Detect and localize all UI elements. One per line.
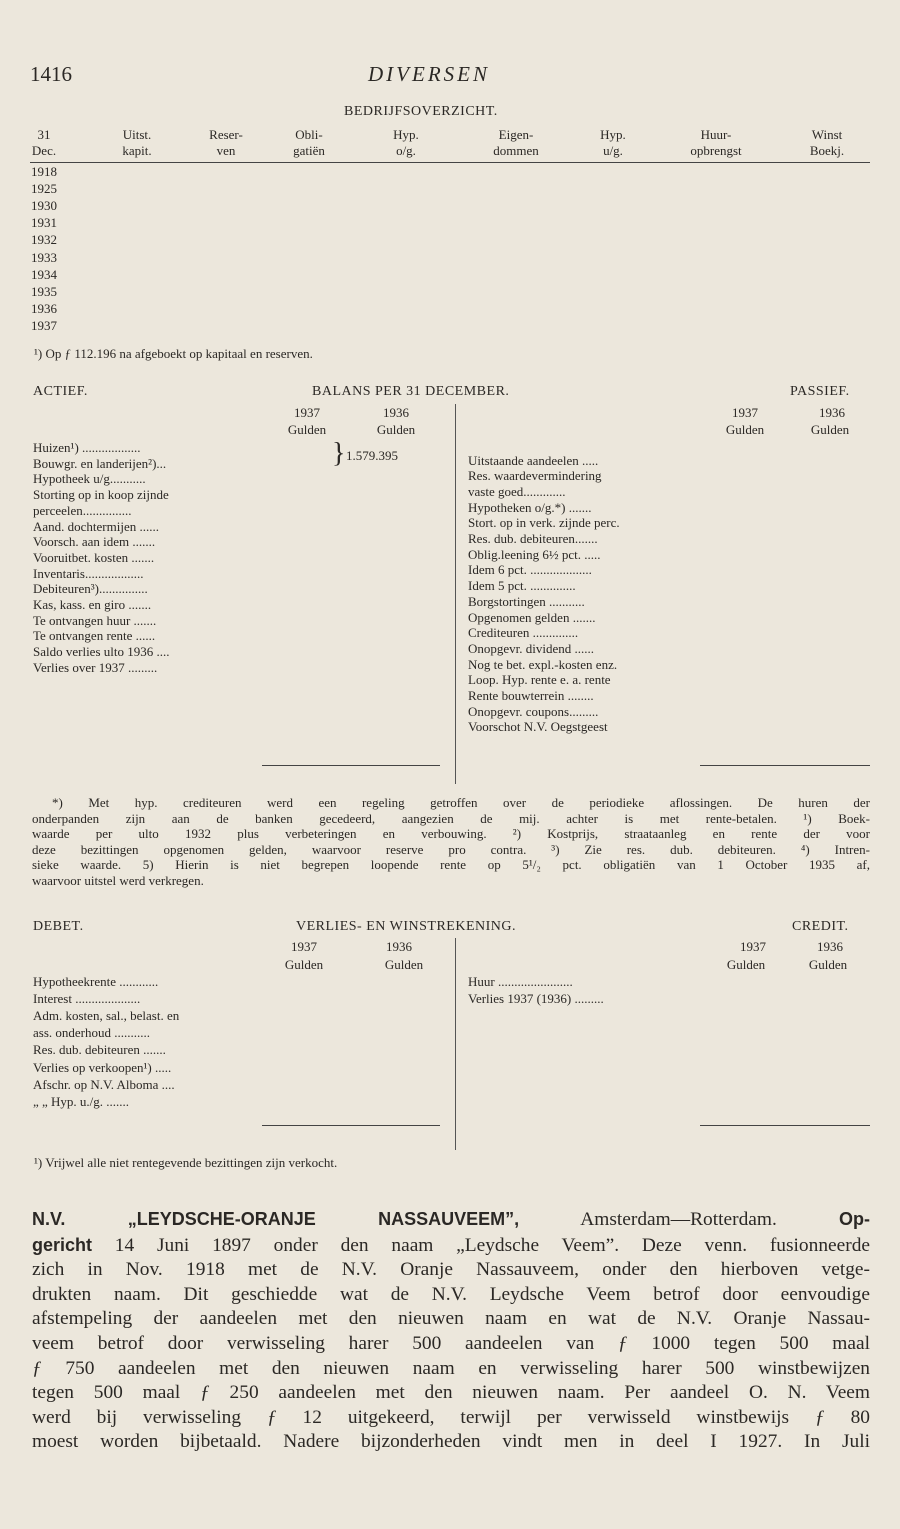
balans-actief-label: Debiteuren³)............... (33, 581, 148, 597)
balans-passief-label: Crediteuren .............. (468, 625, 579, 641)
bedrijf-header-cell: Huur- (700, 127, 732, 142)
bedrijf-header-cell: Hyp. (393, 127, 419, 142)
balans-passief-label: Res. dub. debiteuren....... (468, 531, 598, 547)
vw-credit-label: Verlies 1937 (1936) ......... (468, 991, 604, 1007)
balans-passief-label: Borgstortingen ........... (468, 593, 585, 609)
balans-passief-label: Onopgevr. dividend ...... (468, 640, 595, 656)
paragraph-line: ƒ 750 aandeelen met den nieuwen naam en verwisseling harer 500 winstbewijzen (32, 1357, 870, 1379)
vw-debet-label: Verlies op verkoopen¹) ..... (33, 1059, 172, 1075)
vw-divider (455, 938, 456, 1150)
paragraph-line: tegen 500 maal ƒ 250 aandeelen met den nieuwen naam. Per aandeel O. N. Veem (32, 1382, 870, 1404)
balans-brace: } (332, 438, 346, 469)
balans-actief-label: Kas, kass. en giro ....... (33, 597, 152, 612)
balans-unit-right-2: Gulden (810, 422, 850, 437)
balans-note-line: *) Met hyp. crediteuren werd een regeling getroffen over de periodieke aflossingen. De huren der (52, 795, 870, 810)
balans-divider (455, 404, 456, 784)
balans-note-line: sieke waarde. 5) Hierin is niet begrepen loopende rente op 5¹/₂ pct. obligatiën van 1 October 1935 af, (32, 857, 870, 872)
balans-note-line: waarde per ulto 1932 plus verbeteringen en verbouwing. ²) Kostprijs, straataanleg en rente der voor (32, 826, 870, 841)
paragraph-line: zich in Nov. 1918 met de N.V. Oranje Nassauveem, onder den hierboven vetge- (32, 1259, 870, 1281)
balans-left-total-rule (262, 765, 440, 766)
balans-unit-left-2: Gulden (376, 422, 416, 437)
bedrijf-year-cell: 1935 (31, 283, 57, 299)
bedrijf-header-cell: gatiën (293, 143, 325, 158)
bedrijf-year-cell: 1930 (31, 198, 57, 214)
paragraph-line: moest worden bijbetaald. Nadere bijzonderheden vindt men in deel I 1927. In Juli (32, 1431, 870, 1453)
balans-actief-label: Aand. dochtermijen ...... (33, 518, 159, 534)
vw-left-title: DEBET. (33, 919, 84, 934)
balans-actief-label: Verlies over 1937 ......... (33, 659, 158, 675)
bedrijf-header-cell: Reser- (209, 127, 243, 142)
balans-passief-label: Voorschot N.V. Oegstgeest (468, 719, 608, 735)
balans-actief-label: Inventaris.................. (33, 565, 144, 581)
vw-debet-label: Res. dub. debiteuren ....... (33, 1042, 166, 1058)
bedrijf-header-cell: Obli- (295, 127, 323, 142)
vw-footnote: ¹) Vrijwel alle niet rentegevende bezittingen zijn verkocht. (34, 1155, 338, 1170)
vw-unit-right-2: Gulden (808, 957, 848, 972)
balans-passief-label: Opgenomen gelden ....... (468, 609, 596, 625)
bedrijf-header-cell: u/g. (603, 143, 623, 158)
paragraph-line: N.V. „LEYDSCHE-ORANJE NASSAUVEEM”, Amsterdam—Rotterdam. Op- (32, 1209, 870, 1230)
bedrijf-header-cell: o/g. (396, 143, 416, 158)
vw-credit-label: Huur ....................... (468, 974, 573, 989)
balans-passief-label: Onopgevr. coupons......... (468, 703, 599, 719)
bedrijf-header-rule (30, 162, 870, 163)
paragraph-line: drukten naam. Dit geschiedde wat de N.V. Leydsche Veem betrof door eenvoudige (32, 1283, 870, 1305)
balans-actief-label: Hypotheek u/g........... (33, 471, 146, 487)
vw-debet-label: „ „ Hyp. u./g. ....... (33, 1093, 130, 1109)
vw-debet-label: Adm. kosten, sal., belast. en (33, 1008, 180, 1024)
balans-actief-label: Te ontvangen huur ....... (33, 612, 157, 628)
balans-passief-label: Hypotheken o/g.*) ....... (468, 499, 592, 515)
bedrijf-year-cell: 1925 (31, 181, 57, 197)
bedrijf-year-cell: 1936 (31, 300, 57, 316)
balans-actief-label: perceelen............... (33, 502, 132, 518)
balans-notes (32, 795, 870, 888)
balans-actief-label: Saldo verlies ulto 1936 .... (33, 644, 170, 660)
balans-brace-value: 1.579.395 (346, 448, 398, 463)
balans-right-total-rule (700, 765, 870, 766)
vw-year-right-2: 1936 (817, 939, 843, 954)
balans-title: BALANS PER 31 DECEMBER. (312, 384, 510, 399)
balans-left-title: ACTIEF. (33, 384, 88, 399)
paragraph-line: afstempeling der aandeelen met den nieuwen naam en wat de N.V. Oranje Nassau- (32, 1308, 870, 1330)
balans-unit-left-1: Gulden (287, 422, 327, 437)
bedrijf-header-cell: Uitst. (122, 127, 152, 142)
balans-passief-label: Uitstaande aandeelen ..... (468, 452, 599, 468)
company-paragraph (32, 1207, 870, 1455)
balans-actief-label: Voorsch. aan idem ....... (33, 534, 156, 550)
balans-passief-label: Res. waardevermindering (468, 468, 602, 484)
balans-passief-label: Loop. Hyp. rente e. a. rente (468, 672, 611, 688)
balans-passief-label: vaste goed............. (468, 483, 566, 499)
balans-unit-right-1: Gulden (725, 422, 765, 437)
balans-passief-label: Idem 6 pct. ................... (468, 562, 592, 578)
paragraph-line: gericht 14 Juni 1897 onder den naam „Leydsche Veem”. Deze venn. fusionneerde (32, 1234, 870, 1256)
vw-title: VERLIES- EN WINSTREKENING. (296, 919, 516, 934)
paragraph-line: veem betrof door verwisseling harer 500 aandeelen van ƒ 1000 tegen 500 maal (32, 1332, 870, 1354)
bedrijf-year-cell: 1931 (31, 215, 57, 231)
paragraph-line: werd bij verwisseling ƒ 12 uitgekeerd, terwijl per verwisseld winstbewijs ƒ 80 (32, 1406, 870, 1428)
balans-right-title: PASSIEF. (790, 384, 850, 399)
bedrijf-year-cell: 1933 (31, 249, 57, 265)
bedrijf-year-cell: 1918 (31, 164, 57, 179)
bedrijf-year-cell: 1932 (31, 232, 57, 248)
balans-passief-label: Idem 5 pct. .............. (468, 578, 576, 594)
vw-debet-label: Hypotheekrente ............ (33, 974, 159, 989)
balans-note-line: onderpanden zijn aan de banken gecedeerd, aangezien de mij. achter is met rente-betalen. ¹) Boek- (32, 810, 870, 826)
bedrijf-header-cell: Winst (811, 127, 843, 142)
bedrijf-header-cell: Boekj. (809, 143, 845, 158)
balans-passief-label: Nog te bet. expl.-kosten enz. (468, 656, 618, 672)
balans-year-left-1: 1937 (294, 405, 320, 420)
balans-actief-label: Huizen¹) .................. (33, 440, 141, 455)
balans-passief-label: Rente bouwterrein ........ (468, 688, 594, 704)
bedrijf-header-cell: opbrengst (690, 143, 742, 158)
balans-note-line: waarvoor uitstel werd verkregen. (32, 872, 204, 888)
balans-note-line: deze bezittingen opgenomen gelden, waarvoor reserve pro contra. ³) Zie res. dub. debiteuren. ⁴) Intren- (32, 841, 870, 857)
bedrijf-footnote: ¹) Op ƒ 112.196 na afgeboekt op kapitaal en reserven. (34, 346, 313, 361)
vw-right-total-rule (700, 1125, 870, 1126)
bedrijf-title: BEDRIJFSOVERZICHT. (344, 104, 498, 119)
vw-debet-label: Interest .................... (33, 991, 141, 1007)
balans-year-right-2: 1936 (819, 405, 845, 420)
page-number: 1416 (30, 62, 72, 86)
vw-debet-label: ass. onderhoud ........... (33, 1025, 150, 1041)
bedrijf-header-cell: kapit. (122, 143, 152, 158)
balans-actief-label: Te ontvangen rente ...... (33, 628, 156, 644)
vw-unit-left-2: Gulden (384, 957, 424, 972)
bedrijf-header-cell: Hyp. (600, 127, 626, 142)
bedrijf-header-cell: dommen (493, 143, 539, 158)
vw-unit-left-1: Gulden (284, 957, 324, 972)
balans-actief-label: Bouwgr. en landerijen²)... (33, 455, 167, 471)
vw-year-left-1: 1937 (291, 939, 317, 954)
vw-right-title: CREDIT. (792, 919, 849, 934)
vw-debet-label: Afschr. op N.V. Alboma .... (33, 1076, 175, 1092)
bedrijf-header-cell: ven (216, 143, 236, 158)
balans-actief-label: Storting op in koop zijnde (33, 487, 169, 503)
balans-year-right-1: 1937 (732, 405, 758, 420)
vw-year-right-1: 1937 (740, 939, 766, 954)
bedrijf-header-cell: Eigen- (498, 127, 534, 142)
balans-passief-label: Oblig.leening 6½ pct. ..... (468, 546, 601, 562)
vw-left-total-rule (262, 1125, 440, 1126)
bedrijf-year-cell: 1934 (31, 266, 57, 282)
bedrijf-year-cell: 1937 (31, 317, 57, 333)
balans-passief-label: Stort. op in verk. zijnde perc. (468, 515, 620, 531)
vw-unit-right-1: Gulden (726, 957, 766, 972)
bedrijf-header-cell: 31 (37, 127, 51, 142)
balans-year-left-2: 1936 (383, 405, 409, 420)
balans-actief-label: Vooruitbet. kosten ....... (33, 549, 155, 565)
page-title: DIVERSEN (368, 62, 490, 86)
vw-year-left-2: 1936 (386, 939, 412, 954)
bedrijf-header-cell: Dec. (31, 143, 57, 158)
